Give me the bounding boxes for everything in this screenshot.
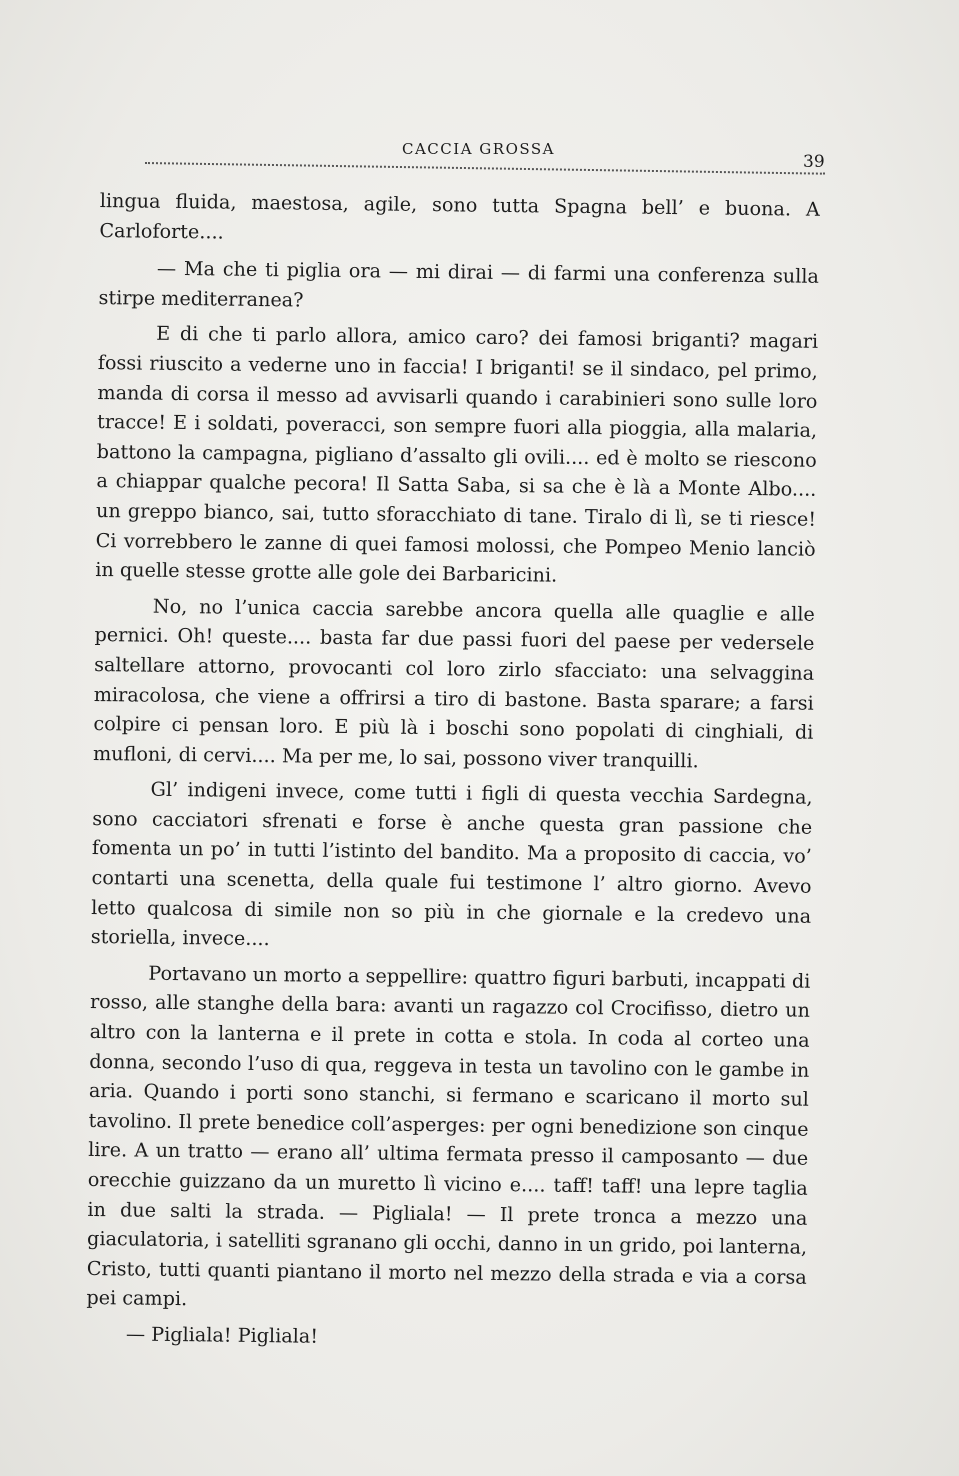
running-title: CACCIA GROSSA	[402, 140, 555, 158]
paragraph: Gl’ indigeni invece, come tutti i figli di questa vecchia Sardegna, sono cacciatori sfrenati e forse è anche questa gran passione che fomenta un po’ in tutti l’istinto del bandito. Ma a proposito di caccia, vo’ contarti una scenetta, della quale fui testimone l’ altro giorno. Avevo letto qualcosa di simile non so più in che giornale e la credevo una storiella, invece....	[90, 777, 813, 951]
paragraph: — Pigliala! Pigliala!	[125, 1322, 319, 1348]
body-text	[86, 186, 820, 1363]
page-number: 39	[803, 152, 825, 172]
page-header	[0, 140, 959, 180]
paragraph: — Ma che ti piglia ora — mi dirai — di farmi una conferenza sulla stirpe mediterranea?	[98, 256, 820, 312]
paragraph: No, no l’unica caccia sarebbe ancora quella alle quaglie e alle pernici. Oh! queste.... basta far due passi fuori del paese per vedersele saltellare attorno, provocanti col loro zirlo sfacciato: una selvaggina miracolosa, che viene a offrirsi a tiro di bastone. Basta sparare; a farsi colpire ci pensan loro. E più là i boschi sono popolati di cinghiali, di mufloni, di cervi.... Ma per me, lo sai, possono viver tranquilli.	[92, 594, 815, 773]
header-rule	[145, 162, 825, 183]
paragraph: lingua fluida, maestosa, agile, sono tutta Spagna bell’ e buona. A Carloforte....	[99, 188, 820, 244]
paragraph: Portavano un morto a seppellire: quattro figuri barbuti, incappati di rosso, alle stanghe della bara: avanti un ragazzo col Crocifisso, dietro un altro con la lanterna e il prete in cotta e stola. In coda al corteo una donna, secondo l’uso di qua, reggeva in testa un tavolino con le gambe in aria. Quando i porti sono stanchi, si fermano e scaricano il morto sul tavolino. Il prete benedice coll’asperges: per ogni benedizione son cinque lire. A un tratto — erano all’ ultima fermata presso il camposanto — due orecchie guizzano da un muretto lì vicino e.... taff! taff! una lepre taglia in due salti la strada. — Pigliala! — Il prete tronca a mezzo una giaculatoria, i satelliti sgranano gli occhi, danno in un grido, poi lanterna, Cristo, tutti quanti piantano il morto nel mezzo della strada e via a corsa pei campi.	[86, 961, 811, 1311]
paragraph: E di che ti parlo allora, amico caro? dei famosi briganti? magari fossi riuscito a vederne uno in faccia! I briganti! se il sindaco, pel primo, manda di corsa il messo ad avvisarli quando i carabinieri sono sulle loro tracce! E i soldati, poveracci, son sempre fuori alla pioggia, alla malaria, battono la campagna, pigliano d’assalto gli ovili.... ed è molto se riescono a chiappar qualche pecora! Il Satta Saba, si sa che è là a Monte Albo.... un greppo bianco, sai, tutto sforacchiato di tane. Tiralo di lì, se ti riesce! Ci vorrebbero le zanne di quei famosi molossi, che Pompeo Menio lanciò in quelle stesse grotte alle gole dei Barbaricini.	[95, 322, 819, 587]
